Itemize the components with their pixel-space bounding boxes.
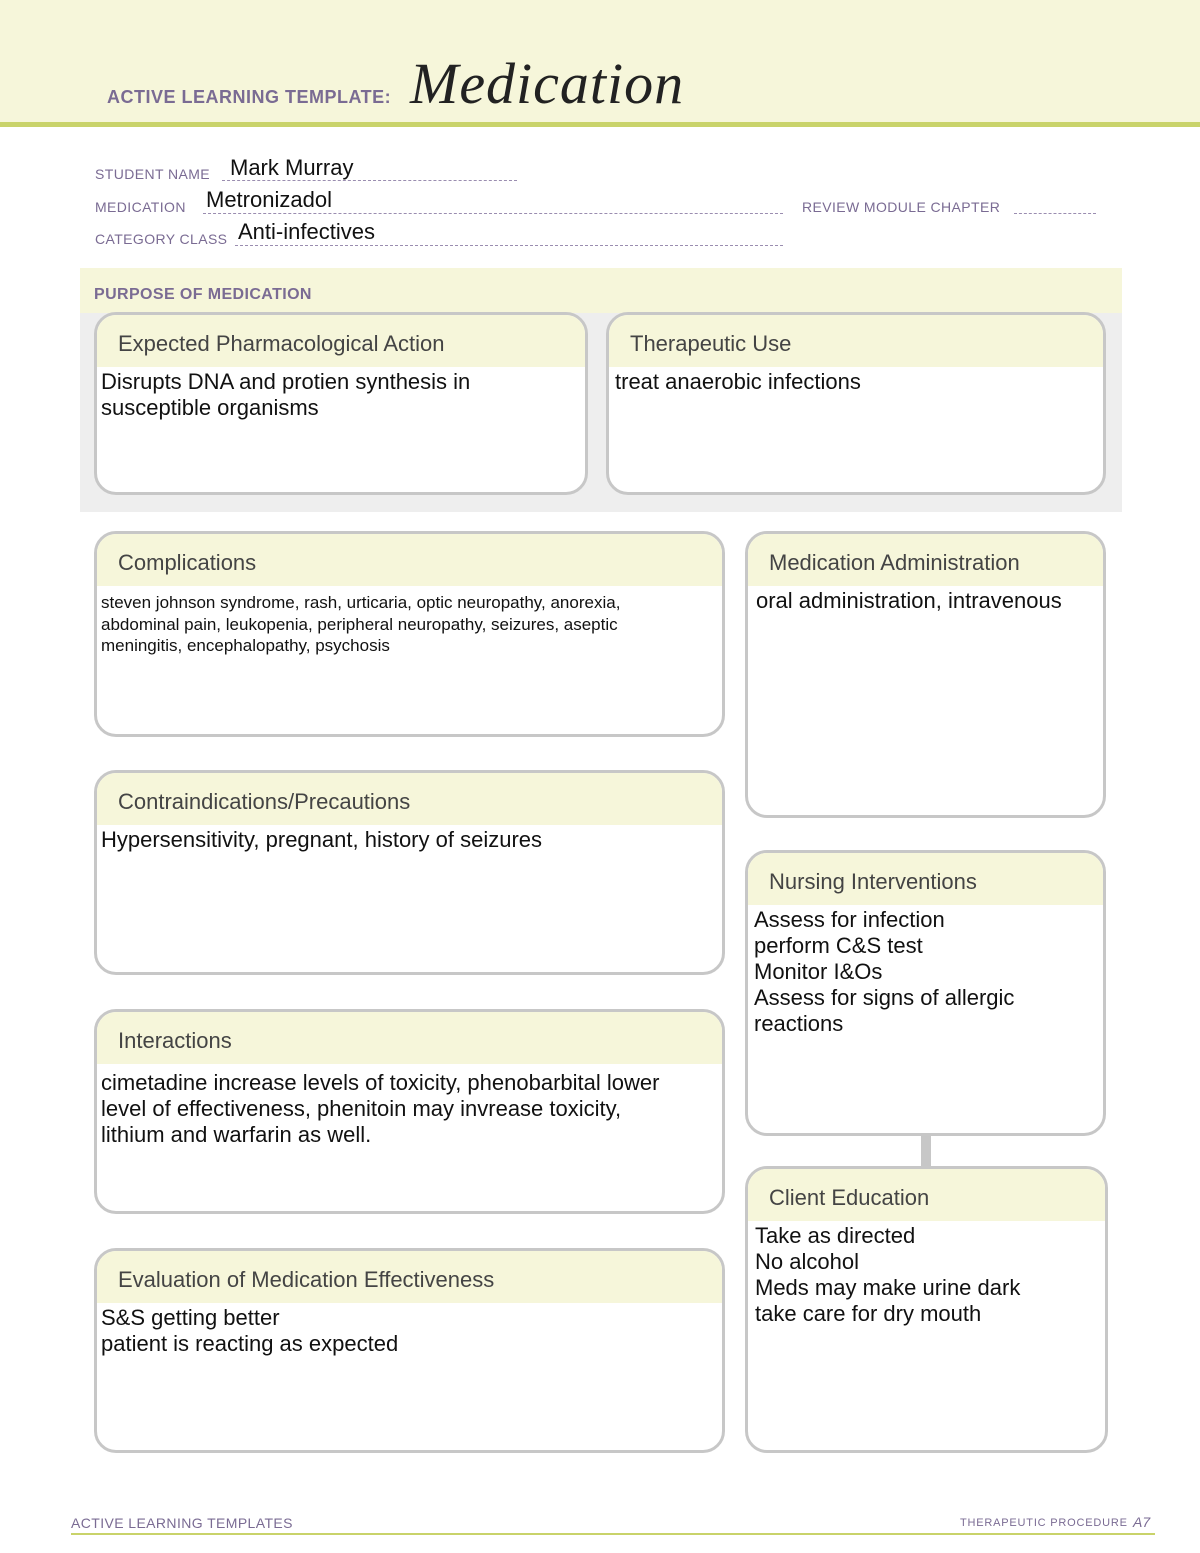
student-name-label: STUDENT NAME bbox=[95, 166, 210, 182]
evaluation-title: Evaluation of Medication Effectiveness bbox=[97, 1251, 722, 1303]
body-line: steven johnson syndrome, rash, urticaria, optic neuropathy, anorexia, bbox=[101, 593, 621, 612]
page-title: Medication bbox=[410, 51, 685, 116]
nursing-interventions-text[interactable] bbox=[748, 905, 1103, 1037]
administration-title: Medication Administration bbox=[748, 534, 1103, 586]
client-education-box bbox=[745, 1166, 1108, 1453]
contraindications-box bbox=[94, 770, 725, 975]
footer-rule bbox=[71, 1533, 1155, 1535]
evaluation-text[interactable] bbox=[97, 1303, 722, 1357]
body-line: susceptible organisms bbox=[101, 395, 319, 420]
therapeutic-use-box bbox=[606, 312, 1106, 495]
evaluation-box bbox=[94, 1248, 725, 1453]
page-number: A7 bbox=[1133, 1514, 1151, 1530]
body-line: Meds may make urine dark bbox=[755, 1275, 1021, 1300]
nursing-interventions-box bbox=[745, 850, 1106, 1136]
body-line: abdominal pain, leukopenia, peripheral neuropathy, seizures, aseptic bbox=[101, 614, 618, 634]
client-education-text[interactable] bbox=[748, 1221, 1105, 1327]
body-line: cimetadine increase levels of toxicity, phenobarbital lower bbox=[101, 1070, 660, 1095]
body-line: Assess for signs of allergic bbox=[754, 985, 1015, 1010]
therapeutic-use-text[interactable] bbox=[609, 367, 1103, 395]
administration-box bbox=[745, 531, 1106, 818]
client-education-title: Client Education bbox=[748, 1169, 1105, 1221]
administration-text[interactable] bbox=[748, 586, 1103, 614]
medication-field[interactable]: Metronizadol bbox=[206, 187, 332, 212]
category-line bbox=[235, 245, 783, 246]
body-line: perform C&S test bbox=[754, 933, 923, 958]
interactions-text[interactable] bbox=[97, 1064, 722, 1148]
template-label: ACTIVE LEARNING TEMPLATE: bbox=[107, 87, 392, 107]
student-name-field[interactable]: Mark Murray bbox=[230, 155, 354, 180]
body-line: Assess for infection bbox=[754, 907, 945, 932]
purpose-title: PURPOSE OF MEDICATION bbox=[94, 286, 312, 303]
category-field[interactable]: Anti-infectives bbox=[238, 219, 375, 244]
body-line: lithium and warfarin as well. bbox=[101, 1122, 372, 1147]
body-line: S&S getting better bbox=[101, 1305, 280, 1330]
complications-title: Complications bbox=[97, 534, 722, 586]
body-line: No alcohol bbox=[755, 1249, 859, 1274]
medication-label: MEDICATION bbox=[95, 199, 186, 215]
body-line: Hypersensitivity, pregnant, history of seizures bbox=[101, 827, 542, 852]
body-line: level of effectiveness, phenitoin may invrease toxicity, bbox=[101, 1096, 622, 1121]
category-label: CATEGORY CLASS bbox=[95, 231, 228, 247]
interactions-box bbox=[94, 1009, 725, 1214]
pharmacological-action-box bbox=[94, 312, 588, 495]
body-line: Monitor I&Os bbox=[754, 959, 883, 984]
pharmacological-action-title: Expected Pharmacological Action bbox=[97, 315, 585, 367]
body-line: meningitis, encephalopathy, psychosis bbox=[101, 636, 390, 655]
body-line: take care for dry mouth bbox=[755, 1301, 982, 1326]
body-line: treat anaerobic infections bbox=[615, 369, 861, 394]
contraindications-text[interactable] bbox=[97, 825, 722, 853]
body-line: Take as directed bbox=[755, 1223, 916, 1248]
body-line: Disrupts DNA and protien synthesis in bbox=[101, 369, 471, 394]
body-line: patient is reacting as expected bbox=[101, 1331, 399, 1356]
contraindications-title: Contraindications/Precautions bbox=[97, 773, 722, 825]
review-module-label: REVIEW MODULE CHAPTER bbox=[802, 199, 1001, 215]
complications-box bbox=[94, 531, 725, 737]
footer-left: ACTIVE LEARNING TEMPLATES bbox=[71, 1515, 293, 1531]
medication-line bbox=[203, 213, 783, 214]
purpose-header bbox=[80, 268, 1122, 313]
therapeutic-use-title: Therapeutic Use bbox=[609, 315, 1103, 367]
complications-text[interactable] bbox=[97, 586, 722, 657]
pharmacological-action-text[interactable] bbox=[97, 367, 585, 421]
interactions-title: Interactions bbox=[97, 1012, 722, 1064]
footer-right: THERAPEUTIC PROCEDURE bbox=[960, 1517, 1128, 1529]
review-module-field[interactable] bbox=[1014, 213, 1096, 214]
body-line: reactions bbox=[754, 1011, 844, 1036]
header-rule bbox=[0, 122, 1200, 127]
body-line: oral administration, intravenous bbox=[756, 588, 1062, 613]
connector-bar bbox=[921, 1135, 931, 1167]
nursing-interventions-title: Nursing Interventions bbox=[748, 853, 1103, 905]
